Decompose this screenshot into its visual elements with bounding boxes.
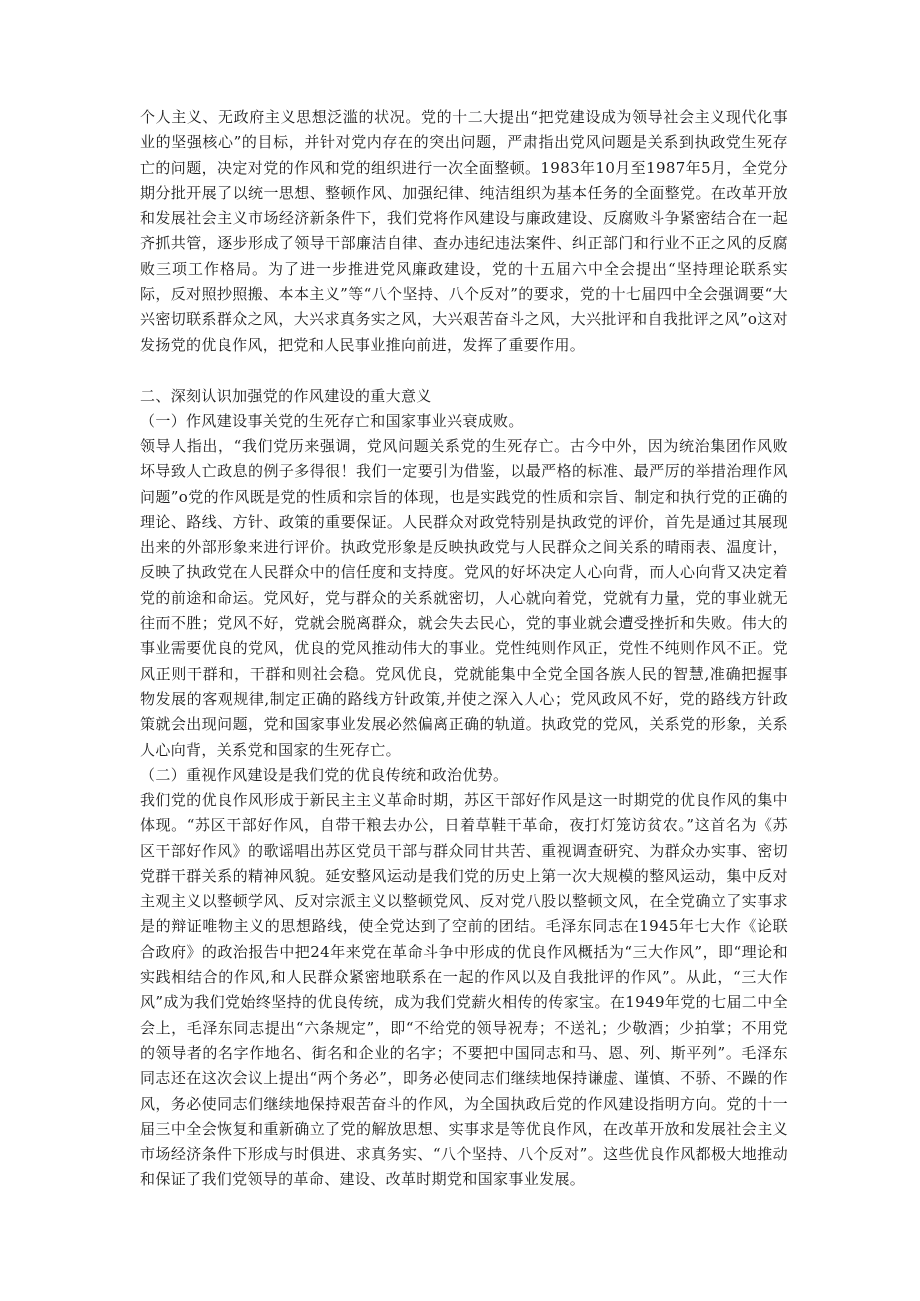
subsection-two-body: 我们党的优良作风形成于新民主主义革命时期，苏区干部好作风是这一时期党的优良作风的集中体现。“苏区干部好作风，自带干粮去办公，日着草鞋干革命，夜打灯笼访贫农。”这首名为《苏区干部好作风》的歌谣唱出苏区党员干部与群众同甘共苦、重视调查研究、为群众办实事、密切党群干群关系的精神风貌。延安整风运动是我们党的历史上第一次大规模的整风运动，集中反对主观主义以整顿学风、反对宗派主义以整顿党风、反对党八股以整顿文风，在全党确立了实事求是的辩证唯物主义的思想路线，使全党达到了空前的团结。毛泽东同志在1945年七大作《论联合政府》的政治报告中把24年来党在革命斗争中形成的优良作风概括为“三大作风”，即“理论和实践相结合的作风,和人民群众紧密地联系在一起的作风以及自我批评的作风”。从此，“三大作风”成为我们党始终坚持的优良传统，成为我们党薪火相传的传家宝。在1949年党的七届二中全会上，毛泽东同志提出“六条规定”，即“不给党的领导祝寿；不送礼；少敬酒；少拍掌；不用党的领导者的名字作地名、街名和企业的名字；不要把中国同志和马、恩、列、斯平列”。毛泽东同志还在这次会议上提出“两个务必”，即务必使同志们继续地保持谦虚、谨慎、不骄、不躁的作风，务必使同志们继续地保持艰苦奋斗的作风，为全国执政后党的作风建设指明方向。党的十一届三中全会恢复和重新确立了党的解放思想、实事求是等优良作风，在改革开放和发展社会主义市场经济条件下形成与时俱进、求真务实、“八个坚持、八个反对”。这些优良作风都极大地推动和保证了我们党领导的革命、建设、改革时期党和国家事业发展。 xyxy=(140,791,788,1189)
intro-paragraph: 个人主义、无政府主义思想泛滥的状况。党的十二大提出“把党建设成为领导社会主义现代化事业的坚强核心”的目标，并针对党内存在的突出问题，严肃指出党风问题是关系到执政党生死存亡的问题，决定对党的作风和党的组织进行一次全面整顿。1983年10月至1987年5月，全党分期分批开展了以统一思想、整顿作风、加强纪律、纯洁组织为基本任务的全面整党。在改革开放和发展社会主义市场经济新条件下，我们党将作风建设与廉政建设、反腐败斗争紧密结合在一起齐抓共管，逐步形成了领导干部廉洁自律、查办违纪违法案件、纠正部门和行业不正之风的反腐败三项工作格局。为了进一步推进党风廉政建设，党的十五届六中全会提出“坚持理论联系实际，反对照抄照搬、本本主义”等“八个坚持、八个反对”的要求，党的十七届四中全会强调要“大兴密切联系群众之风，大兴求真务实之风，大兴艰苦奋斗之风，大兴批评和自我批评之风”o这对发扬党的优良作风，把党和人民事业推向前进，发挥了重要作用。 xyxy=(140,108,788,354)
subsection-two-heading: （二）重视作风建设是我们党的优良传统和政治优势。 xyxy=(140,766,509,784)
section-two-heading: 二、深刻认识加强党的作风建设的重大意义 xyxy=(140,387,432,405)
subsection-one-body: 领导人指出，“我们党历来强调，党风问题关系党的生死存亡。古今中外，因为统治集团作风败坏导致人亡政息的例子多得很！我们一定要引为借鉴，以最严格的标准、最严厉的举措治理作风问题”o党的作风既是党的性质和宗旨的体现，也是实践党的性质和宗旨、制定和执行党的正确的理论、路线、方针、政策的重要保证。人民群众对政党特别是执政党的评价，首先是通过其展现出来的外部形象来进行评价。执政党形象是反映执政党与人民群众之间关系的晴雨表、温度计，反映了执政党在人民群众中的信任度和支持度。党风的好坏决定人心向背，而人心向背又决定着党的前途和命运。党风好，党与群众的关系就密切，人心就向着党，党就有力量，党的事业就无往而不胜；党风不好，党就会脱离群众，就会失去民心，党的事业就会遭受挫折和失败。伟大的事业需要优良的党风，优良的党风推动伟大的事业。党性纯则作风正，党性不纯则作风不正。党风正则干群和，干群和则社会稳。党风优良，党就能集中全党全国各族人民的智慧,准确把握事物发展的客观规律,制定正确的路线方针政策,并使之深入人心；党风政风不好，党的路线方针政策就会出现问题，党和国家事业发展必然偏离正确的轨道。执政党的党风，关系党的形象，关系人心向背，关系党和国家的生死存亡。 xyxy=(140,437,788,759)
subsection-one-heading: （一）作风建设事关党的生死存亡和国家事业兴衰成败。 xyxy=(140,412,524,430)
